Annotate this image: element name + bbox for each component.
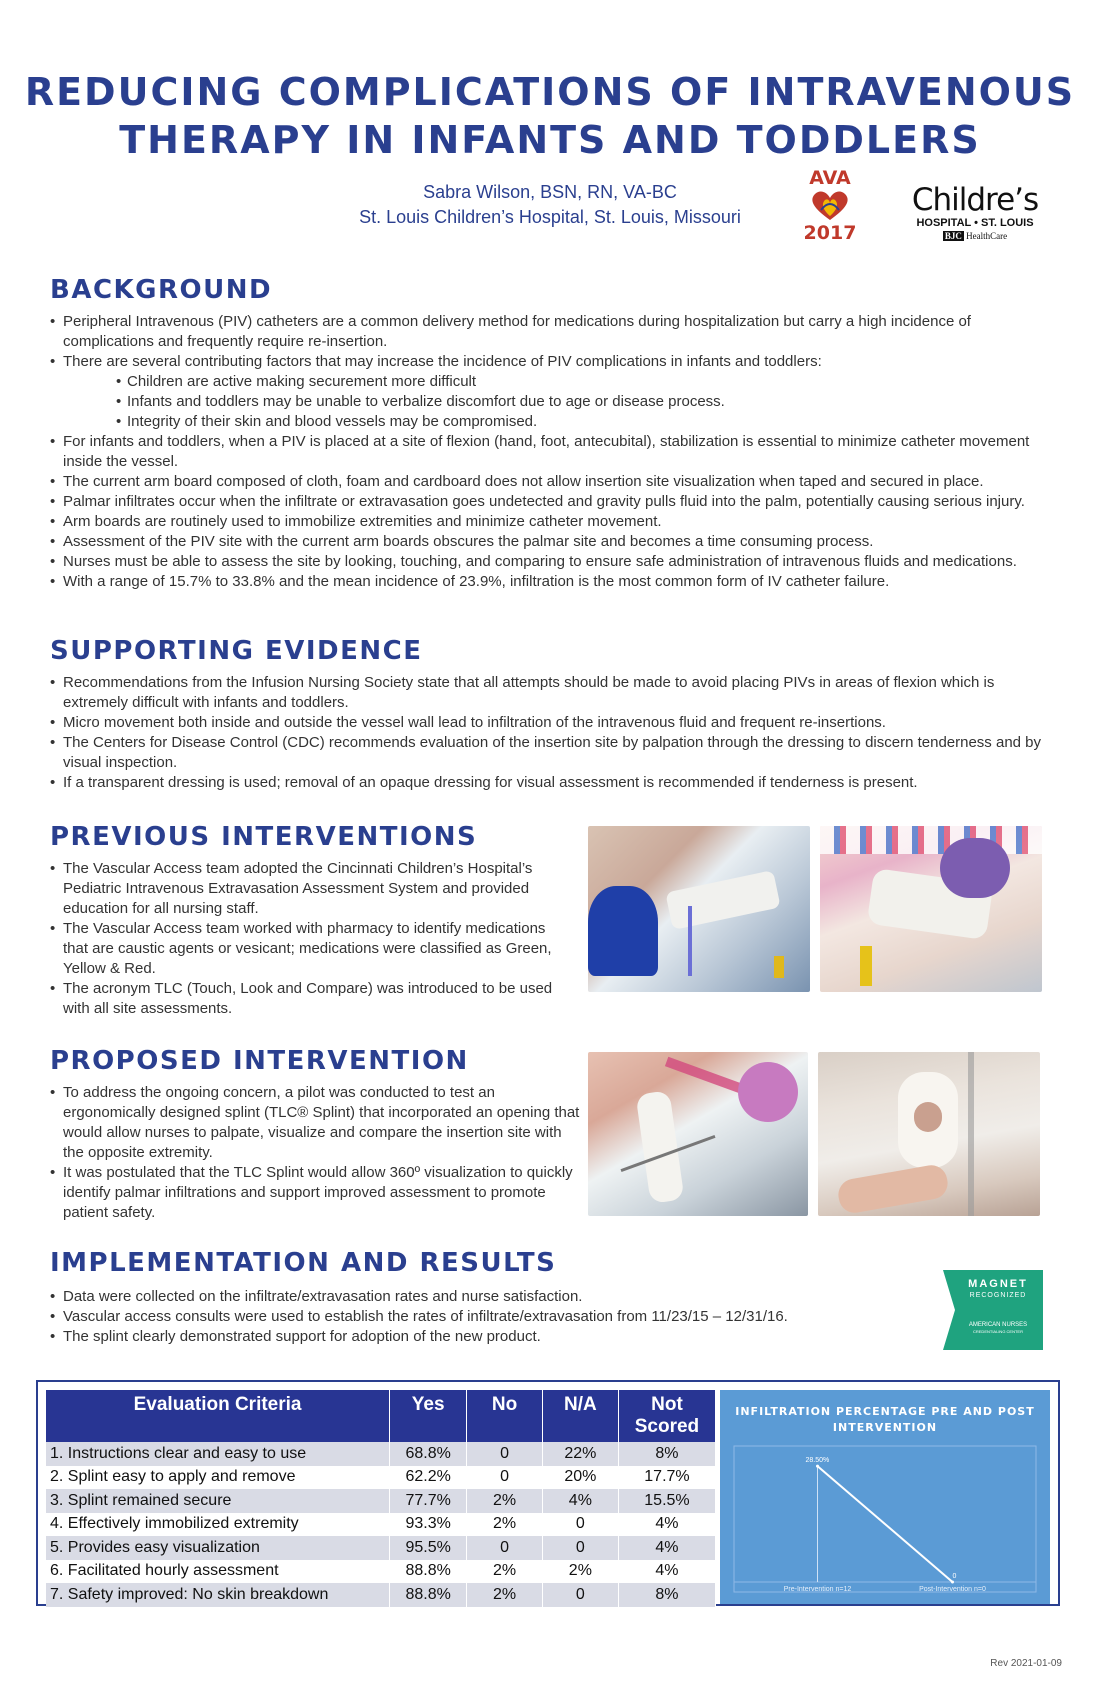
implementation-section xyxy=(50,1248,900,1347)
table-cell: 93.3% xyxy=(390,1513,467,1537)
background-heading: BACKGROUND xyxy=(50,275,273,305)
chart-plot xyxy=(720,1390,1050,1604)
list-item: • The Vascular Access team worked with pharmacy to identify medications that are caustic agents or vesicant; medications were classified as Green, Yellow & Red. xyxy=(50,919,570,979)
table-cell: 2% xyxy=(467,1560,543,1584)
col-header-yes: Yes xyxy=(390,1390,467,1442)
implementation-heading: IMPLEMENTATION AND RESULTS xyxy=(50,1248,557,1278)
list-item: • With a range of 15.7% to 33.8% and the mean incidence of 23.9%, infiltration is the most common form of IV catheter failure. xyxy=(50,572,1050,592)
table-cell: 4% xyxy=(618,1560,715,1584)
list-item: • There are several contributing factors that may increase the incidence of PIV complications in infants and toddlers: xyxy=(50,352,1050,372)
list-item: • Infants and toddlers may be unable to verbalize discomfort due to age or disease process. xyxy=(50,392,1050,412)
chart-point xyxy=(951,1581,954,1584)
table-cell: 77.7% xyxy=(390,1489,467,1513)
list-item: • Micro movement both inside and outside the vessel wall lead to infiltration of the intravenous fluid and frequent re-insertions. xyxy=(50,713,1050,733)
chart-plot-frame xyxy=(734,1446,1036,1592)
list-item: • The Vascular Access team adopted the Cincinnati Children’s Hospital’s Pediatric Intravenous Extravasation Assessment System and provided education for all nursing staff. xyxy=(50,859,570,919)
background-section xyxy=(50,275,1050,592)
list-item: • If a transparent dressing is used; removal of an opaque dressing for visual assessment is recommended if tenderness is present. xyxy=(50,773,1050,793)
table-cell: 0 xyxy=(467,1442,543,1466)
table-row xyxy=(46,1442,716,1466)
table-cell: 95.5% xyxy=(390,1536,467,1560)
childrens-logo-suffix: ’s xyxy=(1014,182,1039,218)
table-row xyxy=(46,1513,716,1537)
poster-title xyxy=(0,68,1100,164)
list-item: • Assessment of the PIV site with the current arm boards obscures the palmar site and becomes a time consuming process. xyxy=(50,532,1050,552)
table-cell: 4% xyxy=(618,1513,715,1537)
list-item: • Integrity of their skin and blood vessels may be compromised. xyxy=(50,412,1050,432)
childrens-hospital-logo xyxy=(900,184,1050,250)
tlc-splint-photo-2 xyxy=(818,1052,1040,1216)
supporting-evidence-list xyxy=(50,673,1050,793)
list-item: • The current arm board composed of cloth, foam and cardboard does not allow insertion site visualization when taped and secured in place. xyxy=(50,472,1050,492)
table-cell: 68.8% xyxy=(390,1442,467,1466)
table-row xyxy=(46,1560,716,1584)
table-row xyxy=(46,1489,716,1513)
table-cell: 88.8% xyxy=(390,1560,467,1584)
title-line-2: THERAPY IN INFANTS AND TODDLERS xyxy=(119,118,981,162)
chart-data-label: 0 xyxy=(952,1573,957,1580)
table-cell: 1. Instructions clear and easy to use xyxy=(46,1442,390,1466)
results-panel xyxy=(36,1380,1060,1606)
ava-logo-text: AVA xyxy=(809,167,851,189)
evaluation-table xyxy=(46,1390,716,1607)
table-row xyxy=(46,1583,716,1607)
table-cell: 8% xyxy=(618,1583,715,1607)
bjc-badge: BJC xyxy=(944,231,962,241)
author-block xyxy=(300,180,800,230)
chart-data-label: 28.50% xyxy=(805,1457,830,1465)
revision-note: Rev 2021-01-09 xyxy=(990,1658,1062,1669)
tlc-splint-photo-1 xyxy=(588,1052,808,1216)
table-cell: 0 xyxy=(542,1583,618,1607)
magnet-org-sub: CREDENTIALING CENTER xyxy=(972,1329,1023,1334)
magnet-recognized-badge xyxy=(943,1270,1043,1350)
list-item: • Children are active making securement more difficult xyxy=(50,372,1050,392)
table-header-row xyxy=(46,1390,716,1442)
col-header-not-scored: Not Scored xyxy=(618,1390,715,1442)
childrens-logo-main: Childre xyxy=(911,182,1015,218)
table-cell: 2. Splint easy to apply and remove xyxy=(46,1466,390,1490)
ava-year: 2017 xyxy=(803,222,857,244)
table-cell: 88.8% xyxy=(390,1583,467,1607)
table-cell: 6. Facilitated hourly assessment xyxy=(46,1560,390,1584)
table-cell: 62.2% xyxy=(390,1466,467,1490)
previous-interventions-list xyxy=(50,859,570,1019)
list-item: • Nurses must be able to assess the site by looking, touching, and comparing to ensure safe administration of intravenous fluids and medications. xyxy=(50,552,1050,572)
list-item: • Recommendations from the Infusion Nursing Society state that all attempts should be made to avoid placing PIVs in areas of flexion which is extremely difficult with infants and toddlers. xyxy=(50,673,1050,713)
childrens-logo-subtitle: HOSPITAL • ST. LOUIS xyxy=(916,217,1034,229)
chart-point xyxy=(816,1465,819,1468)
col-header-no: No xyxy=(467,1390,543,1442)
chart-x-tick-label: Pre-Intervention n=12 xyxy=(783,1586,852,1593)
table-cell: 3. Splint remained secure xyxy=(46,1489,390,1513)
table-cell: 4% xyxy=(542,1489,618,1513)
author-affiliation: St. Louis Children’s Hospital, St. Louis, Missouri xyxy=(359,207,741,227)
table-cell: 20% xyxy=(542,1466,618,1490)
table-cell: 0 xyxy=(467,1466,543,1490)
title-line-1: REDUCING COMPLICATIONS OF INTRAVENOUS xyxy=(24,70,1076,114)
magnet-title: MAGNET xyxy=(968,1278,1028,1290)
proposed-intervention-heading: PROPOSED INTERVENTION xyxy=(50,1046,469,1076)
infiltration-chart xyxy=(720,1390,1050,1604)
supporting-evidence-section xyxy=(50,636,1050,793)
table-cell: 15.5% xyxy=(618,1489,715,1513)
table-cell: 22% xyxy=(542,1442,618,1466)
previous-interventions-section xyxy=(50,822,570,1019)
table-cell: 0 xyxy=(542,1513,618,1537)
list-item: • Vascular access consults were used to establish the rates of infiltrate/extravasation from 11/23/15 – 12/31/16. xyxy=(50,1307,900,1327)
col-header-criteria: Evaluation Criteria xyxy=(46,1390,390,1442)
list-item: • Arm boards are routinely used to immobilize extremities and minimize catheter movement. xyxy=(50,512,1050,532)
proposed-intervention-section xyxy=(50,1046,580,1223)
supporting-evidence-heading: SUPPORTING EVIDENCE xyxy=(50,636,423,666)
list-item: • Palmar infiltrates occur when the infiltrate or extravasation goes undetected and gravity pulls fluid into the palm, potentially causing serious injury. xyxy=(50,492,1050,512)
list-item: • For infants and toddlers, when a PIV is placed at a site of flexion (hand, foot, antecubital), stabilization is essential to minimize catheter movement inside the vessel. xyxy=(50,432,1050,472)
table-cell: 2% xyxy=(542,1560,618,1584)
armboard-photo-2 xyxy=(820,826,1042,992)
chart-title: INFILTRATION PERCENTAGE PRE AND POST INTERVENTION xyxy=(735,1405,1035,1434)
bjc-healthcare-text: HealthCare xyxy=(966,231,1008,241)
table-cell: 4% xyxy=(618,1536,715,1560)
list-item: • It was postulated that the TLC Splint would allow 360º visualization to quickly identify palmar infiltrations and support improved assessment to promote patient safety. xyxy=(50,1163,580,1223)
author-name: Sabra Wilson, BSN, RN, VA-BC xyxy=(423,182,677,202)
table-cell: 0 xyxy=(542,1536,618,1560)
table-cell: 17.7% xyxy=(618,1466,715,1490)
table-row xyxy=(46,1536,716,1560)
table-cell: 8% xyxy=(618,1442,715,1466)
table-cell: 5. Provides easy visualization xyxy=(46,1536,390,1560)
previous-interventions-heading: PREVIOUS INTERVENTIONS xyxy=(50,822,478,852)
chart-x-tick-label: Post-Intervention n=0 xyxy=(919,1586,986,1593)
list-item: • The Centers for Disease Control (CDC) recommends evaluation of the insertion site by palpation through the dressing to discern tenderness and by visual inspection. xyxy=(50,733,1050,773)
table-cell: 7. Safety improved: No skin breakdown xyxy=(46,1583,390,1607)
magnet-org: AMERICAN NURSES xyxy=(968,1322,1028,1328)
ava-heart-icon xyxy=(807,188,853,222)
chart-series-line xyxy=(818,1466,953,1582)
armboard-photo-1 xyxy=(588,826,810,992)
table-cell: 0 xyxy=(467,1536,543,1560)
list-item: • Peripheral Intravenous (PIV) catheters are a common delivery method for medications during hospitalization but carry a high incidence of complications and frequently require re-insertion. xyxy=(50,312,1050,352)
list-item: • The acronym TLC (Touch, Look and Compare) was introduced to be used with all site assessments. xyxy=(50,979,570,1019)
background-list xyxy=(50,312,1050,592)
table-cell: 2% xyxy=(467,1583,543,1607)
list-item: • The splint clearly demonstrated support for adoption of the new product. xyxy=(50,1327,900,1347)
implementation-list xyxy=(50,1287,900,1347)
table-cell: 2% xyxy=(467,1489,543,1513)
table-cell: 4. Effectively immobilized extremity xyxy=(46,1513,390,1537)
list-item: • To address the ongoing concern, a pilot was conducted to test an ergonomically designed splint (TLC® Splint) that incorporated an opening that would allow nurses to palpate, visualize and compare the insertion site with the opposite extremity. xyxy=(50,1083,580,1163)
ava-logo xyxy=(796,168,864,250)
proposed-intervention-list xyxy=(50,1083,580,1223)
col-header-na: N/A xyxy=(542,1390,618,1442)
table-cell: 2% xyxy=(467,1513,543,1537)
magnet-subtitle: RECOGNIZED xyxy=(969,1292,1027,1299)
table-row xyxy=(46,1466,716,1490)
list-item: • Data were collected on the infiltrate/extravasation rates and nurse satisfaction. xyxy=(50,1287,900,1307)
